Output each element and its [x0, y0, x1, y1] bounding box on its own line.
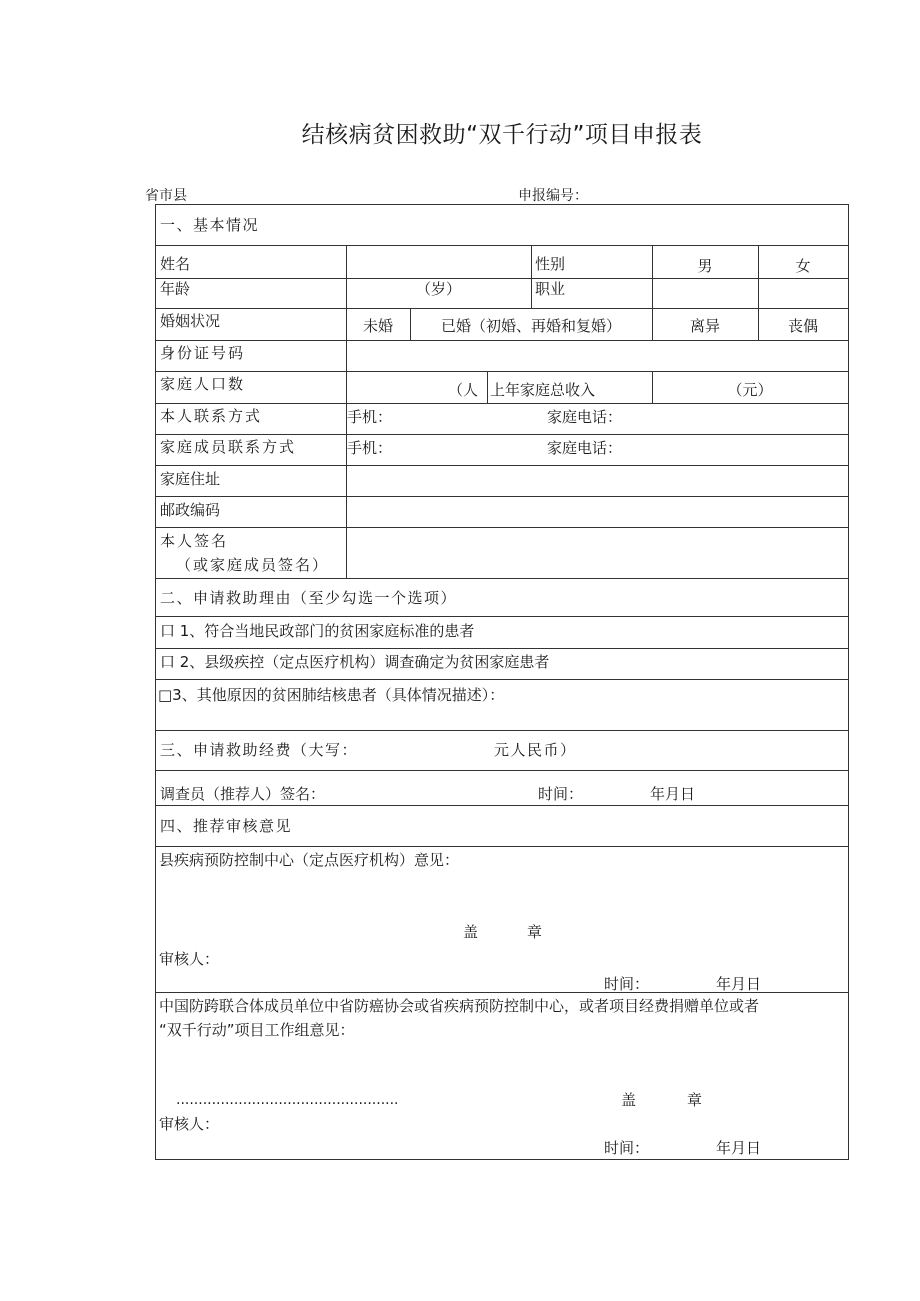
marital-option-widowed[interactable]: 丧偶 — [787, 317, 818, 335]
form-title: 结核病贫困救助“双千行动”项目申报表 — [301, 122, 703, 148]
gender-label: 性别 — [535, 255, 566, 273]
provincial-reviewer-label[interactable]: 审核人： — [159, 1115, 220, 1133]
annual-income-unit[interactable]: （元） — [727, 381, 773, 399]
county-seal-char-2: 章 — [527, 923, 543, 941]
section-review-title: 四、推荐审核意见 — [160, 817, 293, 835]
personal-contact-label: 本人联系方式 — [160, 407, 263, 425]
occupation-label: 职业 — [535, 280, 566, 298]
county-opinion-label: 县疾病预防控制中心（定点医疗机构）意见： — [159, 851, 460, 869]
funding-currency[interactable]: 元人民币） — [494, 741, 577, 759]
home-address-label: 家庭住址 — [160, 470, 221, 488]
id-number-field[interactable] — [351, 344, 843, 366]
dotted-divider: .................................................. — [176, 1092, 399, 1108]
provincial-opinion-label-2: “双千行动”项目工作组意见： — [159, 1021, 355, 1039]
provincial-seal-char-1: 盖 — [621, 1091, 637, 1109]
family-home-phone-label[interactable]: 家庭电话： — [547, 439, 623, 457]
age-unit[interactable]: （岁） — [415, 280, 461, 298]
family-signature-label: （或家庭成员签名） — [176, 556, 330, 574]
gender-option-female[interactable]: 女 — [795, 257, 811, 275]
provincial-seal-char-2: 章 — [687, 1091, 703, 1109]
marital-option-divorced[interactable]: 离异 — [689, 317, 720, 335]
age-label: 年龄 — [160, 280, 191, 298]
personal-mobile-label[interactable]: 手机： — [347, 408, 393, 426]
section-reason-title: 二、申请救助理由（至少勾选一个选项） — [160, 589, 458, 607]
name-label: 姓名 — [160, 255, 191, 273]
postcode-label: 邮政编码 — [160, 501, 221, 519]
reason-option-3[interactable]: □3、其他原因的贫困肺结核患者（具体情况描述）： — [158, 686, 505, 704]
investigator-signature-label[interactable]: 调查员（推荐人）签名： — [160, 785, 326, 803]
family-mobile-label[interactable]: 手机： — [347, 439, 393, 457]
household-size-label: 家庭人口数 — [160, 375, 246, 393]
county-time-label: 时间： — [604, 975, 650, 993]
home-address-field[interactable] — [351, 469, 843, 491]
provincial-time-label: 时间： — [604, 1139, 650, 1157]
id-number-label: 身份证号码 — [160, 344, 246, 362]
region-label: 省市县 — [145, 188, 187, 204]
provincial-date-label[interactable]: 年月日 — [716, 1139, 762, 1157]
household-size-unit[interactable]: （人 — [448, 381, 479, 399]
postcode-field[interactable] — [351, 500, 843, 522]
provincial-opinion-label: 中国防跨联合体成员单位中省防癌协会或省疾病预防控制中心，或者项目经费捐赠单位或者 — [159, 997, 760, 1015]
application-form-table — [155, 204, 849, 1160]
signature-field[interactable] — [351, 533, 843, 573]
family-contact-label: 家庭成员联系方式 — [160, 438, 297, 456]
reason-option-2[interactable]: 口 2、县级疾控（定点医疗机构）调查确定为贫困家庭患者 — [160, 653, 550, 671]
name-field[interactable] — [351, 254, 529, 276]
reason-option-1[interactable]: 口 1、符合当地民政部门的贫困家庭标准的患者 — [160, 622, 475, 640]
section-funding-title: 三、申请救助经费（大写： — [160, 741, 359, 759]
marital-option-single[interactable]: 未婚 — [362, 317, 393, 335]
personal-home-phone-label[interactable]: 家庭电话： — [547, 408, 623, 426]
serial-number-label: 申报编号： — [518, 188, 588, 204]
investigator-date-label[interactable]: 年月日 — [650, 785, 696, 803]
county-reviewer-label[interactable]: 审核人： — [159, 950, 220, 968]
county-seal-char-1: 盖 — [463, 923, 479, 941]
gender-option-male[interactable]: 男 — [697, 257, 713, 275]
marital-status-label: 婚姻状况 — [160, 312, 221, 330]
annual-income-label: 上年家庭总收入 — [490, 381, 596, 399]
marital-option-married[interactable]: 已婚（初婚、再婚和复婚） — [440, 317, 621, 335]
county-date-label[interactable]: 年月日 — [716, 975, 762, 993]
investigator-time-label: 时间： — [538, 785, 584, 803]
signature-label: 本人签名 — [160, 532, 229, 550]
section-basic-info-title: 一、基本情况 — [160, 216, 260, 234]
